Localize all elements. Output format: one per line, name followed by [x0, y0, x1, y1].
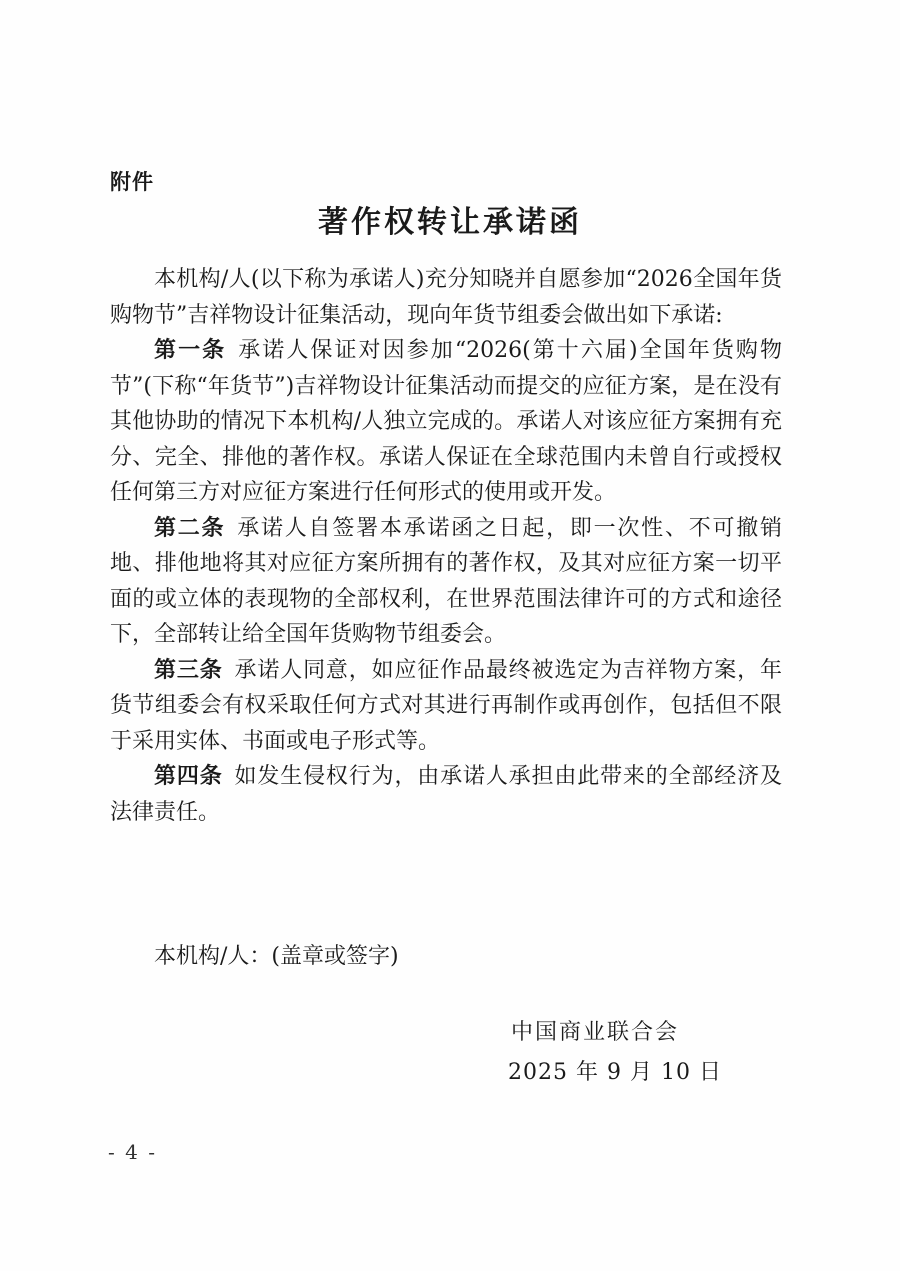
article-2-label: 第二条 — [154, 515, 226, 541]
article-2 — [110, 511, 782, 653]
intro-paragraph: 本机构/人(以下称为承诺人)充分知晓并自愿参加“2026全国年货购物节”吉祥物设计征集活动，现向年货节组委会做出如下承诺: — [110, 267, 782, 328]
signature-line: 本机构/人：(盖章或签字) — [154, 944, 399, 969]
article-3-text: 承诺人同意，如应征作品最终被选定为吉祥物方案，年货节组委会有权采取任何方式对其进行再制作或再创作，包括但不限于采用实体、书面或电子形式等。 — [110, 657, 782, 754]
issue-date: 2025 年 9 月 10 日 — [508, 1060, 722, 1085]
page-number: - 4 - — [108, 1140, 157, 1164]
article-2-text: 承诺人自签署本承诺函之日起，即一次性、不可撤销地、排他地将其对应征方案所拥有的著作权，及其对应征方案一切平面的或立体的表现物的全部权利，在世界范围法律许可的方式和途径下，全部转让给全国年货购物节组委会。 — [110, 515, 782, 647]
article-3 — [110, 653, 782, 760]
article-4-label: 第四条 — [154, 764, 223, 789]
article-1-label: 第一条 — [154, 338, 227, 363]
attachment-label: 附件 — [110, 170, 154, 194]
article-3-label: 第三条 — [154, 657, 223, 683]
issuer-name: 中国商业联合会 — [511, 1020, 680, 1045]
article-1-text: 承诺人保证对因参加“2026(第十六届)全国年货购物节”(下称“年货节”)吉祥物设计征集活动而提交的应征方案，是在没有其他协助的情况下本机构/人独立完成的。承诺人对该应征方案拥有充分、完全、排他的著作权。承诺人保证在全球范围内未曾自行或授权任何第三方对应征方案进行任何形式的使用或开发。 — [110, 338, 782, 505]
article-4 — [110, 759, 782, 830]
article-1 — [110, 333, 782, 511]
article-4-text: 如发生侵权行为，由承诺人承担由此带来的全部经济及法律责任。 — [110, 764, 782, 825]
document-title: 著作权转让承诺函 — [318, 205, 582, 240]
document-body — [110, 262, 782, 830]
